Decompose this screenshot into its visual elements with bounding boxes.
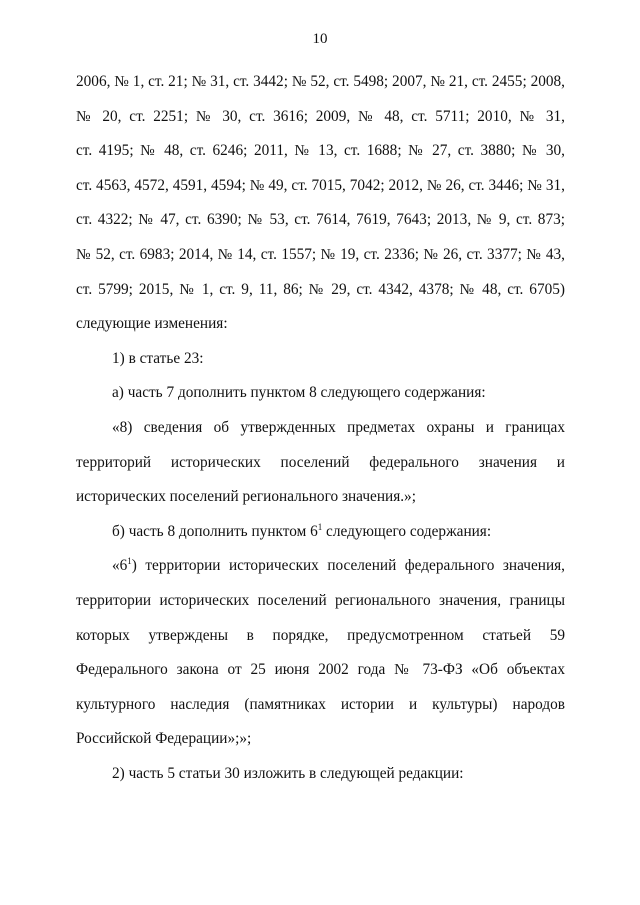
- page-number: 10: [312, 31, 328, 47]
- text-line: территорий исторических поселений федерального значения и: [76, 453, 565, 471]
- text-line: [76, 515, 565, 550]
- text-line: культурного наследия (памятниках истории и культуры) народов: [76, 695, 565, 713]
- text-fragment: ) территории исторических поселений федерального значения,: [131, 557, 565, 575]
- text-fragment: следующего содержания:: [322, 522, 492, 540]
- text-line: ст. 4563, 4572, 4591, 4594; № 49, ст. 7015, 7042; 2012, № 26, ст. 3446; № 31,: [76, 176, 565, 194]
- text-line: которых утверждены в порядке, предусмотренном статьей 59: [76, 626, 565, 644]
- text-line: 2006, № 1, ст. 21; № 31, ст. 3442; № 52, ст. 5498; 2007, № 21, ст. 2455; 2008,: [76, 73, 565, 90]
- text-line: Федерального закона от 25 июня 2002 года № 73-ФЗ «Об объектах: [76, 661, 565, 679]
- paragraph-item-b: [76, 515, 565, 550]
- text-line: № 20, ст. 2251; № 30, ст. 3616; 2009, № 48, ст. 5711; 2010, № 31,: [76, 107, 565, 125]
- text-line: [76, 549, 565, 584]
- text-line: 2) часть 5 статьи 30 изложить в следующей редакции:: [112, 764, 464, 782]
- text-line: следующие изменения:: [76, 315, 228, 333]
- superscript: 1: [127, 556, 132, 567]
- text-line: Российской Федерации»;»;: [76, 730, 252, 748]
- text-line: ст. 4322; № 47, ст. 6390; № 53, ст. 7614, 7619, 7643; 2013, № 9, ст. 873;: [76, 211, 565, 229]
- superscript: 1: [317, 521, 323, 532]
- text-line: территории исторических поселений регионального значения, границы: [76, 591, 565, 609]
- paragraph-item-1: [76, 342, 565, 377]
- text-line: № 52, ст. 6983; 2014, № 14, ст. 1557; № 19, ст. 2336; № 26, ст. 3377; № 43,: [76, 245, 565, 263]
- text-line: ст. 4195; № 48, ст. 6246; 2011, № 13, ст. 1688; № 27, ст. 3880; № 30,: [76, 142, 565, 160]
- text-fragment: «6: [112, 557, 128, 575]
- text-line: а) часть 7 дополнить пунктом 8 следующего содержания:: [112, 384, 486, 402]
- text-line: «8) сведения об утвержденных предметах охраны и границах: [112, 418, 565, 436]
- text-line: исторических поселений регионального значения.»;: [76, 488, 416, 506]
- paragraph-references: [76, 65, 565, 342]
- text-line: 1) в статье 23:: [112, 349, 204, 367]
- paragraph-item-a: [76, 376, 565, 411]
- text-fragment: б) часть 8 дополнить пунктом 6: [112, 522, 318, 540]
- text-line: ст. 5799; 2015, № 1, ст. 9, 11, 86; № 29, ст. 4342, 4378; № 48, ст. 6705): [76, 280, 565, 298]
- paragraph-quote-8: [76, 411, 565, 515]
- paragraph-quote-6-1: [76, 549, 565, 757]
- paragraph-item-2: [76, 757, 565, 792]
- document-body: [76, 65, 565, 791]
